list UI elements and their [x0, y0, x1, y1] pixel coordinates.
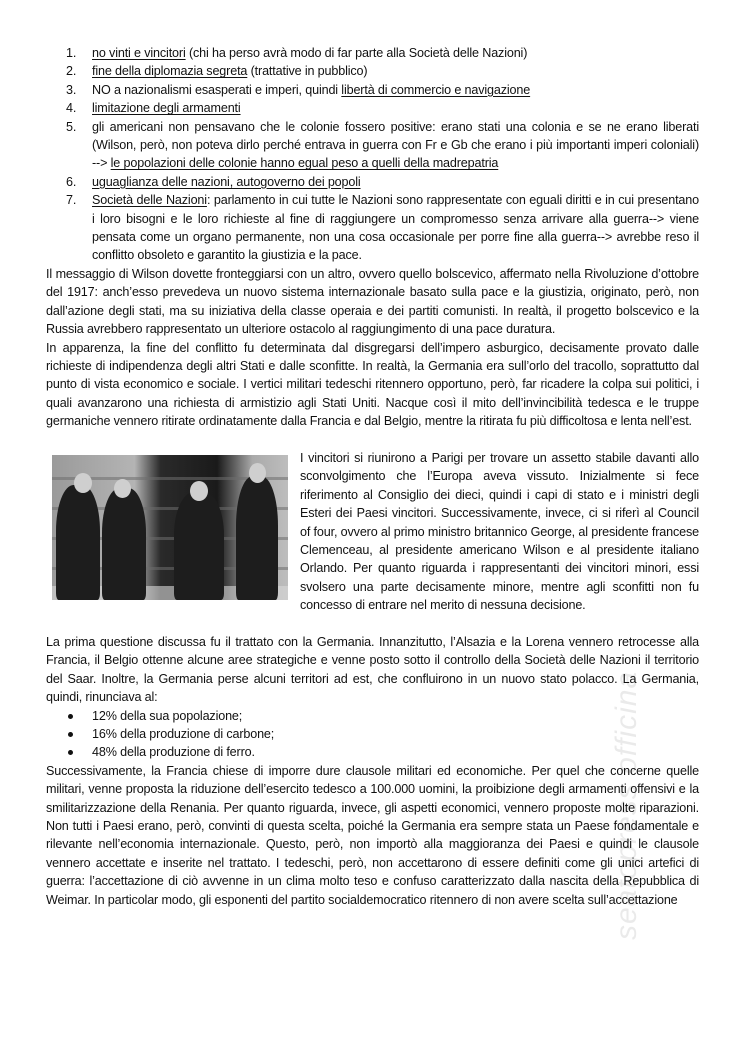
watermark: seatopress officina — [610, 670, 643, 940]
person-figure — [102, 488, 146, 600]
paragraph-paris-conference: I vincitori si riunirono a Parigi per trovare un assetto stabile davanti allo sconvolgimento che l’Europa aveva vissuto. Inizialmente si fece riferimento al Consiglio dei dieci, quindi i capi di stato e i ministri degli Esteri dei Paesi vincitori. Successivamente, invece, ci si riferì al Council of four, ovvero al primo ministro britannico George, al presidente francese Clemenceau, al presidente americano Wilson e al presidente italiano Orlando. Per quanto riguarda i rappresentanti dei vincitori minori, essi svolsero una parte decisamente minore, mentre agli sconfitti non fu concesso di entrare nel merito di nessuna decisione. — [300, 450, 699, 613]
underlined-text: Società delle Nazioni — [92, 193, 207, 208]
list-item: 3. NO a nazionalismi esasperati e imperi, quindi libertà di commercio e navigazione — [66, 82, 531, 97]
list-item: 4. limitazione degli armamenti — [66, 101, 241, 116]
underlined-text: uguaglianza delle nazioni, autogoverno dei popoli — [92, 174, 361, 189]
figure-block — [46, 449, 699, 615]
bullet-icon — [68, 750, 73, 755]
underlined-text: fine della diplomazia segreta — [92, 64, 248, 79]
list-item: 5. gli americani non pensavano che le colonie fossero positive: erano stati una colonia e se ne erano liberati (Wilson, però, non poteva dirlo perché entrava in guerra con Fr e Gb che erano i più importanti imperi coloniali) --> le popolazioni delle colonie hanno egual peso a quelli della madrepatria — [66, 119, 699, 171]
list-item: 16% della produzione di carbone; — [46, 725, 699, 743]
underlined-text: le popolazioni delle colonie hanno egual peso a quelli della madrepatria — [110, 156, 499, 171]
underlined-text: libertà di commercio e navigazione — [341, 82, 531, 97]
council-of-four-photo — [52, 455, 288, 600]
person-figure — [56, 485, 100, 600]
list-item: 1. no vinti e vincitori (chi ha perso avrà modo di far parte alla Società delle Nazioni) — [66, 46, 528, 60]
wilson-points-list — [46, 44, 699, 265]
list-item: 7. Società delle Nazioni: parlamento in cui tutte le Nazioni sono rappresentate con eguali diritti e in cui presentano i loro bisogni e le loro richieste al fine di raggiungere un compromesso senza arrivare alla guerra--> viene pensata come un organo permanente, non una cosa occasionale per porre fine alla guerra--> avrebbe reso il conflitto obsoleto e garantito la giustizia e la pace. — [66, 193, 699, 263]
paragraph-end-of-war: In apparenza, la fine del conflitto fu determinata dal disgregarsi dell’impero asburgico, decisamente provato dalle richieste di indipendenza degli altri Stati e dalle sconfitte. In realtà, la Germania era sull’orlo del tracollo, soprattutto dal punto di vista economico e sociale. I vertici militari tedeschi ritennero opportuno, però, far ricadere la colpa sui politici, i quali avanzarono una richiesta di armistizio agli Stati Uniti. Nacque così il mito dell’invincibilità tedesca e le truppe germaniche vennero ritirate ordinatamente dalla Francia e dal Belgio, mentre la ritirata fu più difficoltosa e lenta nell’est. — [46, 340, 699, 429]
person-figure — [174, 492, 224, 600]
losses-list — [46, 707, 699, 762]
paragraph-germany-treaty: La prima questione discussa fu il trattato con la Germania. Innanzitutto, l’Alsazia e la Lorena vennero retrocesse alla Francia, il Belgio ottenne alcune aree strategiche e venne posto sotto il controllo della Società delle Nazioni il territorio del Saar. Inoltre, la Germania perse alcuni territori ad est, che confluirono in un nuovo stato polacco. La Germania, quindi, rinunciava al: — [46, 634, 699, 705]
bullet-icon — [68, 714, 73, 719]
list-item: 2. fine della diplomazia segreta (trattative in pubblico) — [66, 64, 368, 79]
bullet-icon — [68, 732, 73, 737]
paragraph-clauses: Successivamente, la Francia chiese di imporre dure clausole militari ed economiche. Per quel che concerne quelle militari, venne proposta la riduzione dell’esercito tedesco a 100.000 uomini, la proibizione degli armamenti offensivi e la smilitarizzazione della Renania. Per quanto riguarda, invece, gli aspetti economici, vennero proposte molte riparazioni. Non tutti i Paesi erano, però, convinti di questa scelta, poiché la Germania era sempre stata un Paese fondamentale e rilevante nell’economia internazionale. Questo, però, non importò alla maggioranza dei Paesi e quindi le clausole vennero accettate e inserite nel trattato. I tedeschi, però, non accettarono di essere definiti come gli unici artefici di guerra: l’accettazione di ciò avvenne in un clima molto teso e confuso caratterizzato dalla nascita della Repubblica di Weimar. In particolar modo, gli esponenti del partito socialdemocratico ritennero di non avere scelta sull’accettazione — [46, 763, 699, 907]
underlined-text: limitazione degli armamenti — [92, 101, 241, 116]
list-item: 6. uguaglianza delle nazioni, autogoverno dei popoli — [66, 174, 361, 189]
paragraph-bolshevik: Il messaggio di Wilson dovette fronteggiarsi con un altro, ovvero quello bolscevico, affermato nella Rivoluzione d’ottobre del 1917: anch’esso prevedeva un nuovo sistema internazionale basato sulla pace e la giustizia, originato, però, non dall’azione degli stati, ma su iniziativa della classe operaia e dei partiti comunisti. In realtà, il progetto bolscevico e la Russia avrebbero rappresentato un ulteriore ostacolo al raggiungimento di una pace duratura. — [46, 266, 699, 337]
spacer — [46, 431, 699, 449]
document-page — [46, 44, 699, 909]
list-item: 48% della produzione di ferro. — [46, 743, 699, 761]
list-item: 12% della sua popolazione; — [46, 707, 699, 725]
person-figure — [236, 476, 278, 600]
spacer — [46, 615, 699, 633]
underlined-text: no vinti e vincitori — [92, 46, 186, 60]
